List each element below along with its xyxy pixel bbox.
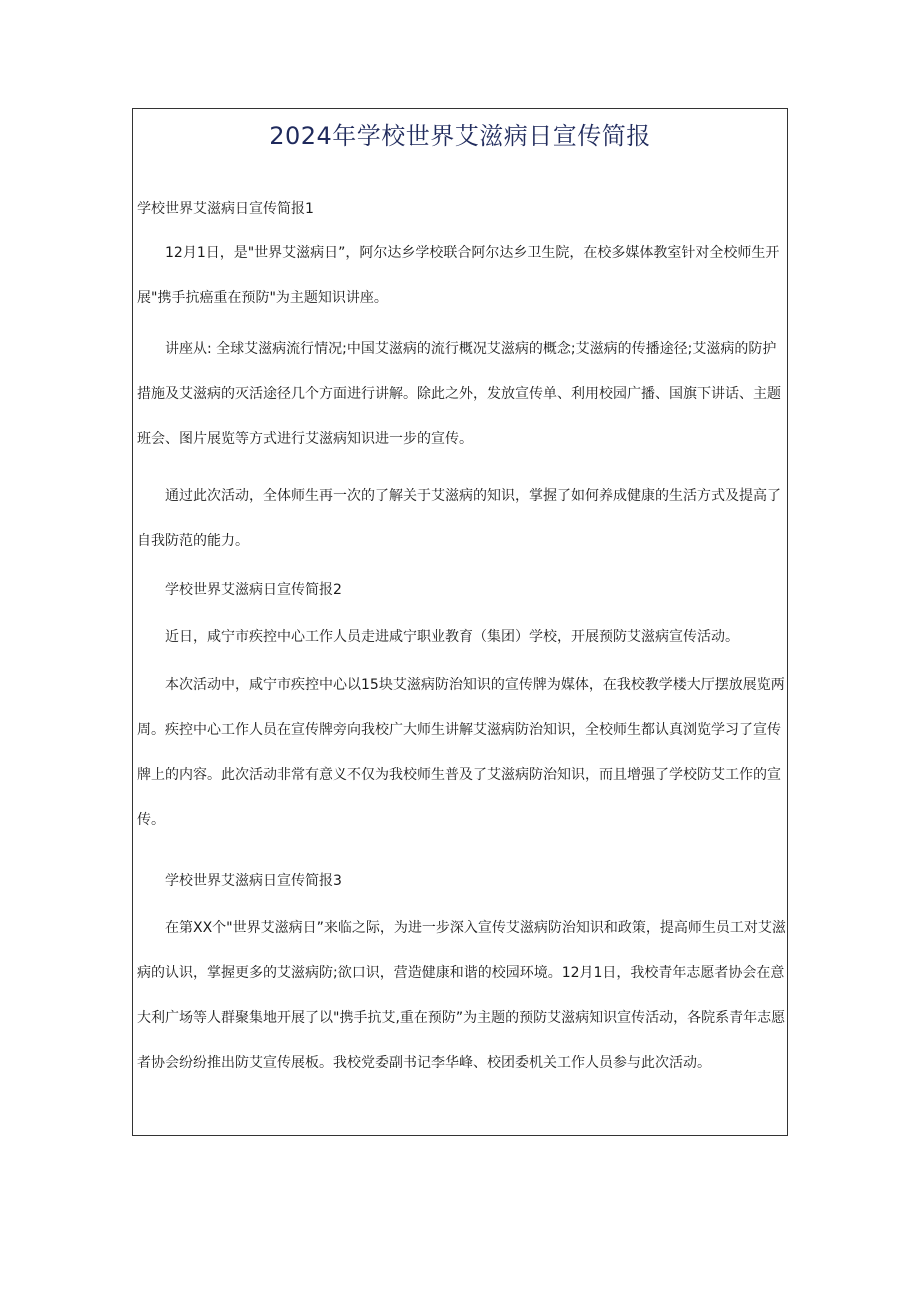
document-frame — [132, 108, 788, 1136]
section-3-paragraph-1: 在第XX个"世界艾滋病日”来临之际，为进一步深入宣传艾滋病防治知识和政策，提高师生员工对艾滋病的认识，掌握更多的艾滋病防;欲口识，营造健康和谐的校园环境。12月1日，我校青年志愿者协会在意大利广场等人群聚集地开展了以"携手抗艾,重在预防”为主题的预防艾滋病知识宣传活动，各院系青年志愿者协会纷纷推出防艾宣传展板。我校党委副书记李华峰、校团委机关工作人员参与此次活动。 — [137, 920, 786, 1071]
section-1-paragraph-3: 通过此次活动，全体师生再一次的了解关于艾滋病的知识，掌握了如何养成健康的生活方式及提高了自我防范的能力。 — [137, 488, 781, 549]
section-2-paragraph-1: 近日，咸宁市疾控中心工作人员走进咸宁职业教育（集团）学校，开展预防艾滋病宣传活动。 — [165, 629, 739, 645]
document-title: 2024年学校世界艾滋病日宣传简报 — [269, 122, 651, 150]
section-2-heading: 学校世界艾滋病日宣传简报2 — [165, 582, 342, 598]
section-2-paragraph-2: 本次活动中，咸宁市疾控中心以15块艾滋病防治知识的宣传牌为媒体，在我校教学楼大厅摆放展览两周。疾控中心工作人员在宣传牌旁向我校广大师生讲解艾滋病防治知识，全校师生都认真浏览学习了宣传牌上的内容。此次活动非常有意义不仅为我校师生普及了艾滋病防治知识，而且增强了学校防艾工作的宣传。 — [137, 677, 785, 828]
section-1-paragraph-2: 讲座从: 全球艾滋病流行情况;中国艾滋病的流行概况艾滋病的概念;艾滋病的传播途径;艾滋病的防护措施及艾滋病的灭活途径几个方面进行讲解。除此之外，发放宣传单、利用校园广播、国旗下讲话、主题班会、图片展览等方式进行艾滋病知识进一步的宣传。 — [137, 341, 781, 447]
section-3-heading: 学校世界艾滋病日宣传简报3 — [165, 873, 342, 889]
section-1-heading: 学校世界艾滋病日宣传简报1 — [137, 201, 314, 217]
section-1-paragraph-1: 12月1日，是"世界艾滋病日”，阿尔达乡学校联合阿尔达乡卫生院，在校多媒体教室针对全校师生开展"携手抗癌重在预防"为主题知识讲座。 — [137, 245, 780, 306]
